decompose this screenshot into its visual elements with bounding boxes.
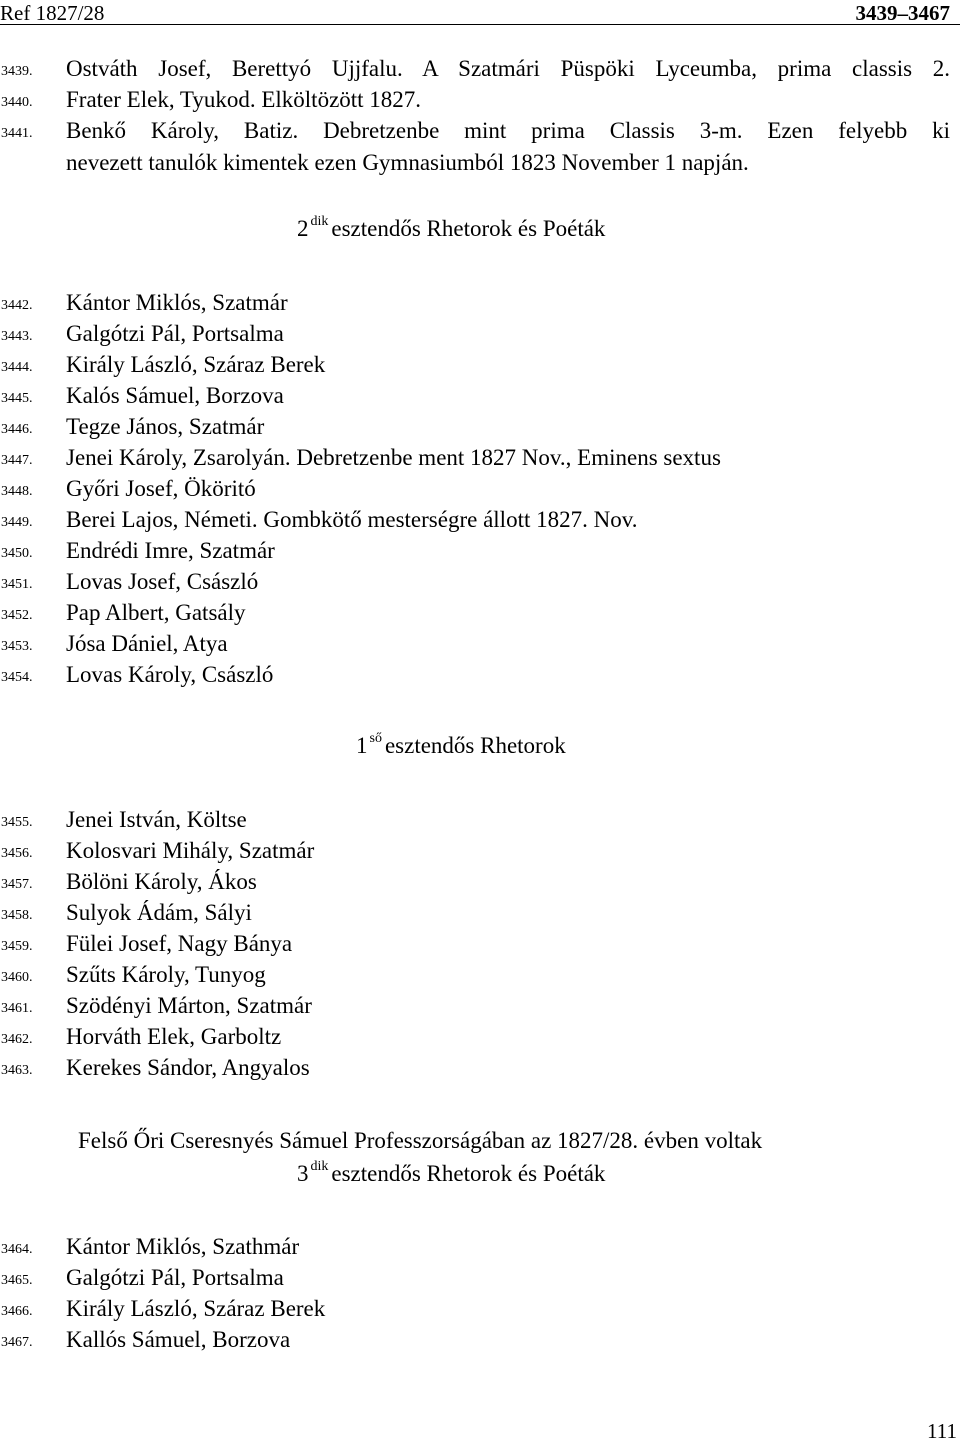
entry-text: Horváth Elek, Garboltz [66,1024,282,1049]
heading-text: esztendős Rhetorok [384,733,566,758]
entry-text: Berei Lajos, Németi. Gombkötő mesterségre állott 1827. Nov. [66,507,638,532]
entry-row [0,319,960,347]
entry-row [0,1022,960,1050]
entry-row [0,836,960,864]
entry-number: 3455. [1,815,33,830]
entry-text: Kolosvari Mihály, Szatmár [66,838,315,863]
header-entry-range: 3439–3467 [855,1,950,25]
entry-row [0,1232,960,1260]
entry-row [0,505,960,533]
heading-number: 3 [297,1161,309,1186]
entry-text: Jenei István, Költse [66,807,247,832]
entry-number: 3461. [1,1001,33,1016]
entry-row [0,116,960,144]
entry-row [0,474,960,502]
entry-text: Kántor Miklós, Szathmár [66,1234,300,1259]
heading-number: 2 [297,216,309,241]
entry-row [0,991,960,1019]
entry-number: 3457. [1,877,33,892]
entry-number: 3444. [1,360,33,375]
entry-row [0,567,960,595]
entry-row [0,960,960,988]
heading-number: 1 [356,733,368,758]
entry-text: Tegze János, Szatmár [66,414,265,439]
entry-text: Lovas Károly, Császló [66,662,274,687]
entry-row [0,805,960,833]
entry-number: 3439. [1,64,33,79]
heading-text: Felső Őri Cseresnyés Sámuel Professzorságában az 1827/28. évben voltak [78,1128,763,1153]
entry-text: Kalós Sámuel, Borzova [66,383,284,408]
entry-number: 3450. [1,546,33,561]
entry-number: 3467. [1,1335,33,1350]
entry-row [0,929,960,957]
entry-number: 3466. [1,1304,33,1319]
entry-text: Ostváth Josef, Berettyó Ujjfalu. A Szatmári Püspöki Lyceumba, prima classis 2. [66,56,950,81]
entry-continuation: nevezett tanulók kimentek ezen Gymnasiumból 1823 November 1 napján. [66,150,749,175]
entry-text: Sulyok Ádám, Sályi [66,900,252,925]
entry-number: 3447. [1,453,33,468]
entry-row [0,629,960,657]
entry-row [0,1294,960,1322]
entry-number: 3448. [1,484,33,499]
entry-number: 3449. [1,515,33,530]
entry-text: Szűts Károly, Tunyog [66,962,266,987]
entry-text: Lovas Josef, Császló [66,569,259,594]
entry-text: Jenei Károly, Zsarolyán. Debretzenbe ment 1827 Nov., Eminens sextus [66,445,721,470]
entry-row [0,288,960,316]
header-reference: Ref 1827/28 [0,1,105,25]
entry-row [0,381,960,409]
heading-superscript: ső [369,731,382,746]
entry-number: 3451. [1,577,33,592]
entry-row [0,598,960,626]
entry-number: 3440. [1,95,33,110]
entry-number: 3441. [1,126,33,141]
entry-number: 3446. [1,422,33,437]
entry-row [0,85,960,113]
entry-text: Galgótzi Pál, Portsalma [66,1265,284,1290]
header-rule [0,24,960,25]
entry-row [0,1325,960,1353]
entry-text: Győri Josef, Ököritó [66,476,256,501]
heading-superscript: dik [310,214,329,229]
entry-number: 3443. [1,329,33,344]
entry-text: Király László, Száraz Berek [66,1296,326,1321]
entry-row [0,1263,960,1291]
entry-text: Frater Elek, Tyukod. Elköltözött 1827. [66,87,422,112]
entry-number: 3454. [1,670,33,685]
heading-superscript: dik [310,1159,329,1174]
entry-text: Király László, Száraz Berek [66,352,326,377]
entry-row [0,350,960,378]
entry-number: 3459. [1,939,33,954]
entry-number: 3456. [1,846,33,861]
entry-number: 3462. [1,1032,33,1047]
entry-text: Endrédi Imre, Szatmár [66,538,275,563]
heading-text: esztendős Rhetorok és Poéták [331,216,606,241]
entry-row [0,867,960,895]
entry-text: Kántor Miklós, Szatmár [66,290,288,315]
entry-number: 3463. [1,1063,33,1078]
entry-number: 3442. [1,298,33,313]
entry-row [0,660,960,688]
entry-row [0,54,960,82]
entry-text: Szödényi Márton, Szatmár [66,993,312,1018]
entry-number: 3445. [1,391,33,406]
entry-text: Fülei Josef, Nagy Bánya [66,931,293,956]
heading-text: esztendős Rhetorok és Poéták [331,1161,606,1186]
entry-text: Bölöni Károly, Ákos [66,869,257,894]
entry-number: 3453. [1,639,33,654]
entry-text: Galgótzi Pál, Portsalma [66,321,284,346]
entry-text: Kallós Sámuel, Borzova [66,1327,291,1352]
entry-row [0,443,960,471]
entry-text: Jósa Dániel, Atya [66,631,228,656]
entry-number: 3464. [1,1242,33,1257]
entry-row [0,1053,960,1081]
entry-text: Benkő Károly, Batiz. Debretzenbe mint prima Classis 3-m. Ezen felyebb ki [66,118,950,143]
entry-number: 3465. [1,1273,33,1288]
entry-row [0,412,960,440]
entry-row [0,898,960,926]
page-number: 111 [927,1419,957,1443]
entry-number: 3452. [1,608,33,623]
entry-text: Kerekes Sándor, Angyalos [66,1055,310,1080]
entry-row [0,536,960,564]
entry-number: 3460. [1,970,33,985]
entry-text: Pap Albert, Gatsály [66,600,246,625]
entry-number: 3458. [1,908,33,923]
